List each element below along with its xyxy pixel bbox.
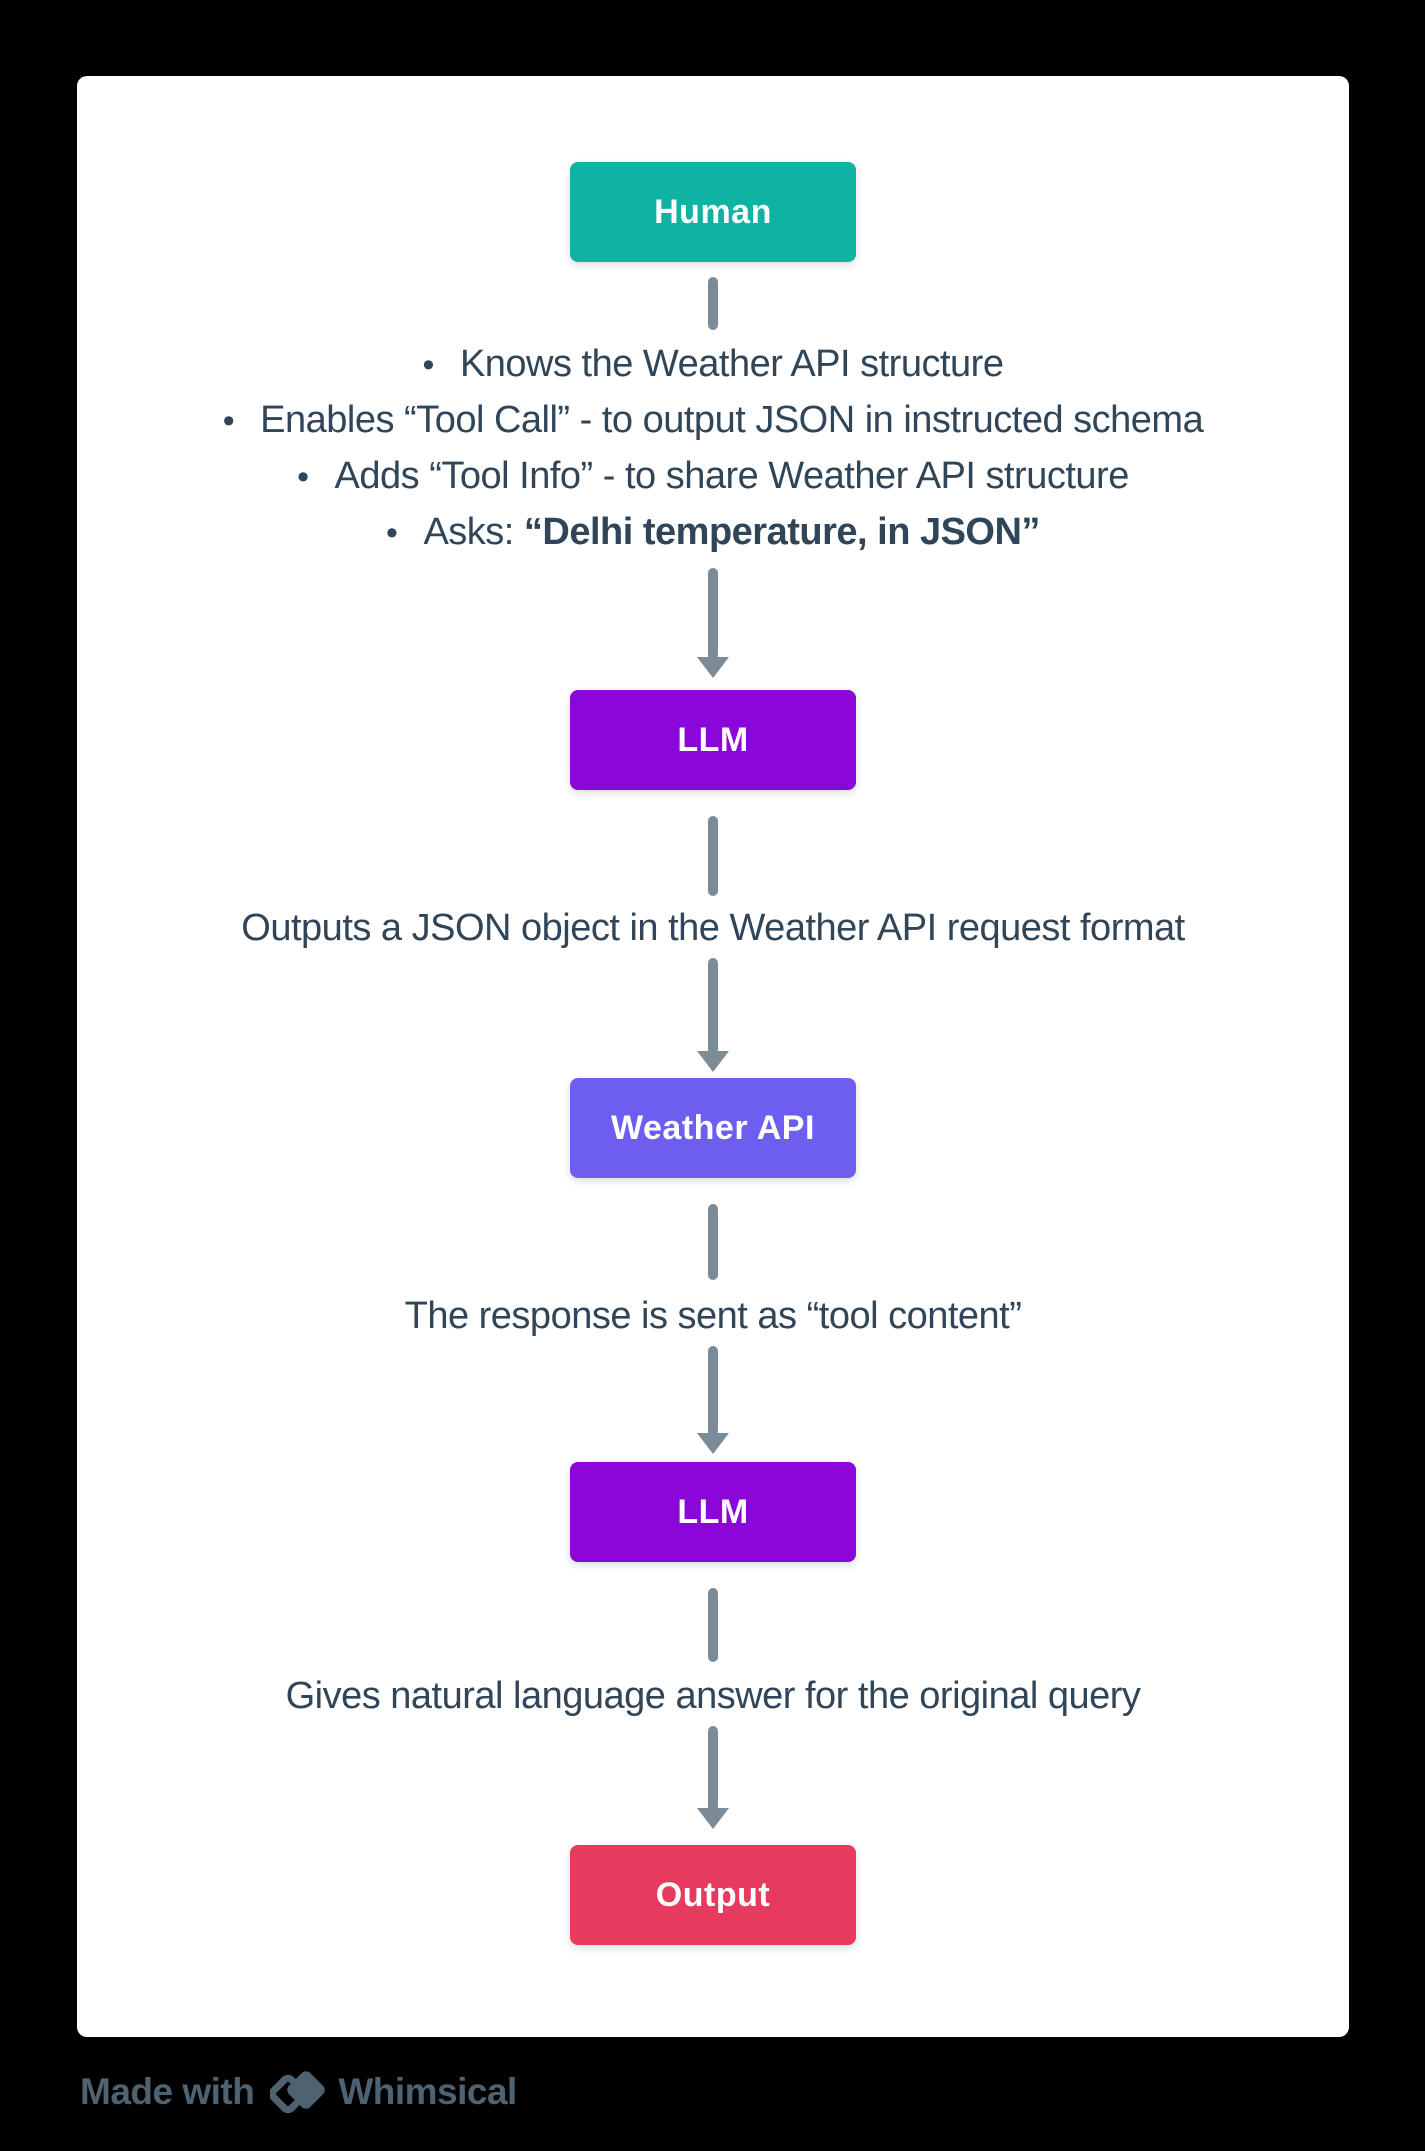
arrow-down-icon xyxy=(697,1726,729,1829)
node-llm-1: LLM xyxy=(570,690,856,790)
bullet-item xyxy=(223,392,1203,448)
bullet-text: Knows the Weather API structure xyxy=(459,343,1004,385)
made-with-whimsical-link[interactable] xyxy=(80,2062,517,2122)
node-llm-2: LLM xyxy=(570,1462,856,1562)
bullet-icon: • xyxy=(422,346,434,384)
flowchart xyxy=(77,76,1349,2037)
bullet-item xyxy=(386,504,1040,560)
bullet-icon: • xyxy=(222,402,235,440)
bullet-text: Enables “Tool Call” - to output JSON in instructed schema xyxy=(260,399,1204,441)
bullet-text: Asks: “Delhi temperature, in JSON” xyxy=(423,511,1040,553)
connector-stub xyxy=(708,1204,718,1280)
arrow-down-icon xyxy=(697,1346,729,1454)
edge-label: Gives natural language answer for the original query xyxy=(285,1675,1141,1717)
connector-stub xyxy=(708,277,718,330)
connector-stub xyxy=(708,816,718,896)
edge-label: Outputs a JSON object in the Weather API request format xyxy=(241,907,1185,949)
connector-stub xyxy=(708,1588,718,1662)
edge-label: The response is sent as “tool content” xyxy=(404,1295,1022,1337)
brand-label: Whimsical xyxy=(338,2071,517,2112)
arrow-down-icon xyxy=(697,958,729,1072)
node-output: Output xyxy=(570,1845,856,1945)
human-notes-list xyxy=(223,336,1203,560)
bullet-text: Adds “Tool Info” - to share Weather API structure xyxy=(334,455,1129,497)
bullet-item xyxy=(297,448,1129,504)
bullet-item xyxy=(423,336,1004,392)
node-weather-api: Weather API xyxy=(570,1078,856,1178)
diagram-card xyxy=(77,76,1349,2037)
bullet-icon: • xyxy=(297,458,309,496)
node-human: Human xyxy=(570,162,856,262)
whimsical-logo-icon xyxy=(270,2065,326,2119)
bullet-icon: • xyxy=(386,514,398,552)
made-with-label: Made with xyxy=(80,2071,255,2112)
arrow-down-icon xyxy=(697,568,729,678)
bullet-text-bold: “Delhi temperature, in JSON” xyxy=(523,511,1040,553)
